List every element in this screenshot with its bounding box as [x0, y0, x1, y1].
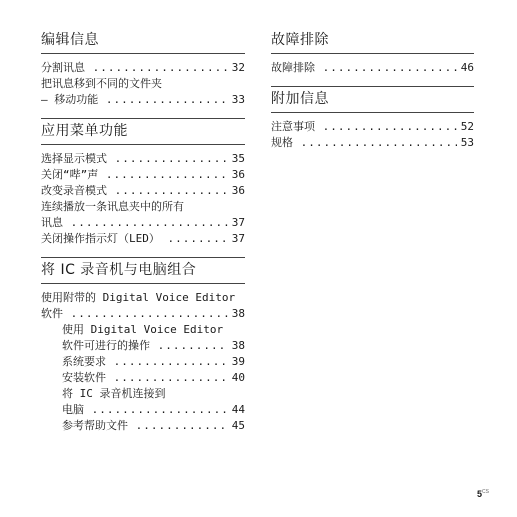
toc-entry[interactable] — [41, 370, 245, 386]
toc-entry[interactable] — [41, 354, 245, 370]
toc-entry[interactable] — [41, 76, 245, 108]
entry-page-number: 36 — [231, 184, 245, 197]
toc-entry[interactable] — [41, 418, 245, 434]
section-title: 故障排除 — [271, 30, 474, 54]
section-title: 将 IC 录音机与电脑组合 — [41, 257, 245, 284]
entry-page-number: 35 — [231, 152, 245, 165]
entry-page-number: 53 — [460, 136, 474, 149]
toc-entry[interactable] — [41, 60, 245, 76]
entry-text: 连续播放一条讯息夹中的所有 — [41, 200, 184, 213]
entry-text: 使用 Digital Voice Editor — [62, 323, 224, 336]
entry-text: 电脑 ..... — [62, 402, 228, 418]
toc-entry[interactable] — [41, 386, 245, 418]
entry-page-number: 37 — [231, 216, 245, 229]
toc-section — [41, 30, 245, 118]
language-mark: CS — [482, 489, 489, 495]
toc-entry[interactable] — [271, 135, 474, 151]
toc-entry[interactable] — [41, 183, 245, 199]
toc-entry[interactable] — [41, 231, 245, 247]
entry-page-number: 37 — [231, 232, 245, 245]
toc-entry[interactable] — [41, 199, 245, 231]
entry-page-number: 39 — [231, 355, 245, 368]
entry-page-number: 36 — [231, 168, 245, 181]
entry-text: 软件 ..... — [41, 306, 228, 322]
entry-page-number: 33 — [231, 93, 245, 106]
entry-page-number: 52 — [460, 120, 474, 133]
entry-page-number: 46 — [460, 61, 474, 74]
entry-text: 故障排除 ..... — [271, 60, 457, 76]
page-number: $5^{CS}$ — [477, 489, 489, 499]
entry-text: 选择显示模式 ..... — [41, 151, 228, 167]
entry-text: 把讯息移到不同的文件夹 — [41, 77, 162, 90]
toc-entry[interactable] — [41, 322, 245, 354]
toc-entry[interactable] — [41, 151, 245, 167]
entry-page-number: 40 — [231, 371, 245, 384]
entry-page-number: 45 — [231, 419, 245, 432]
section-title: 编辑信息 — [41, 30, 245, 54]
entry-page-number: 32 — [231, 61, 245, 74]
section-title: 附加信息 — [271, 86, 474, 113]
entry-text: 讯息 ..... — [41, 215, 228, 231]
toc-section — [41, 118, 245, 257]
entry-text: 改变录音模式 ..... — [41, 183, 228, 199]
entry-page-number: 38 — [231, 307, 245, 320]
entry-text: 分割讯息 ..... — [41, 60, 228, 76]
entry-text: 系统要求 ..... — [62, 354, 228, 370]
section-title: 应用菜单功能 — [41, 118, 245, 145]
toc-right-column — [271, 30, 474, 151]
entry-text: 参考帮助文件 ..... — [62, 418, 228, 434]
toc-section — [271, 30, 474, 86]
entry-text: 软件可进行的操作 ..... — [62, 338, 228, 354]
toc-section — [271, 86, 474, 151]
entry-text: 将 IC 录音机连接到 — [62, 387, 166, 400]
entry-page-number: 44 — [231, 403, 245, 416]
toc-entry[interactable] — [41, 290, 245, 322]
entry-text: 注意事项 ..... — [271, 119, 457, 135]
toc-left-column — [41, 30, 245, 434]
entry-text: 使用附带的 Digital Voice Editor — [41, 291, 236, 304]
entry-text: 关闭操作指示灯（LED） ..... — [41, 231, 228, 247]
entry-text: 关闭“哔”声 ..... — [41, 167, 228, 183]
toc-entry[interactable] — [41, 167, 245, 183]
entry-text: — 移动功能 ..... — [41, 92, 228, 108]
toc-entry[interactable] — [271, 119, 474, 135]
entry-text: 安装软件 ..... — [62, 370, 228, 386]
toc-section — [41, 257, 245, 434]
entry-text: 规格 ..... — [271, 135, 457, 151]
toc-entry[interactable] — [271, 60, 474, 76]
entry-page-number: 38 — [231, 339, 245, 352]
